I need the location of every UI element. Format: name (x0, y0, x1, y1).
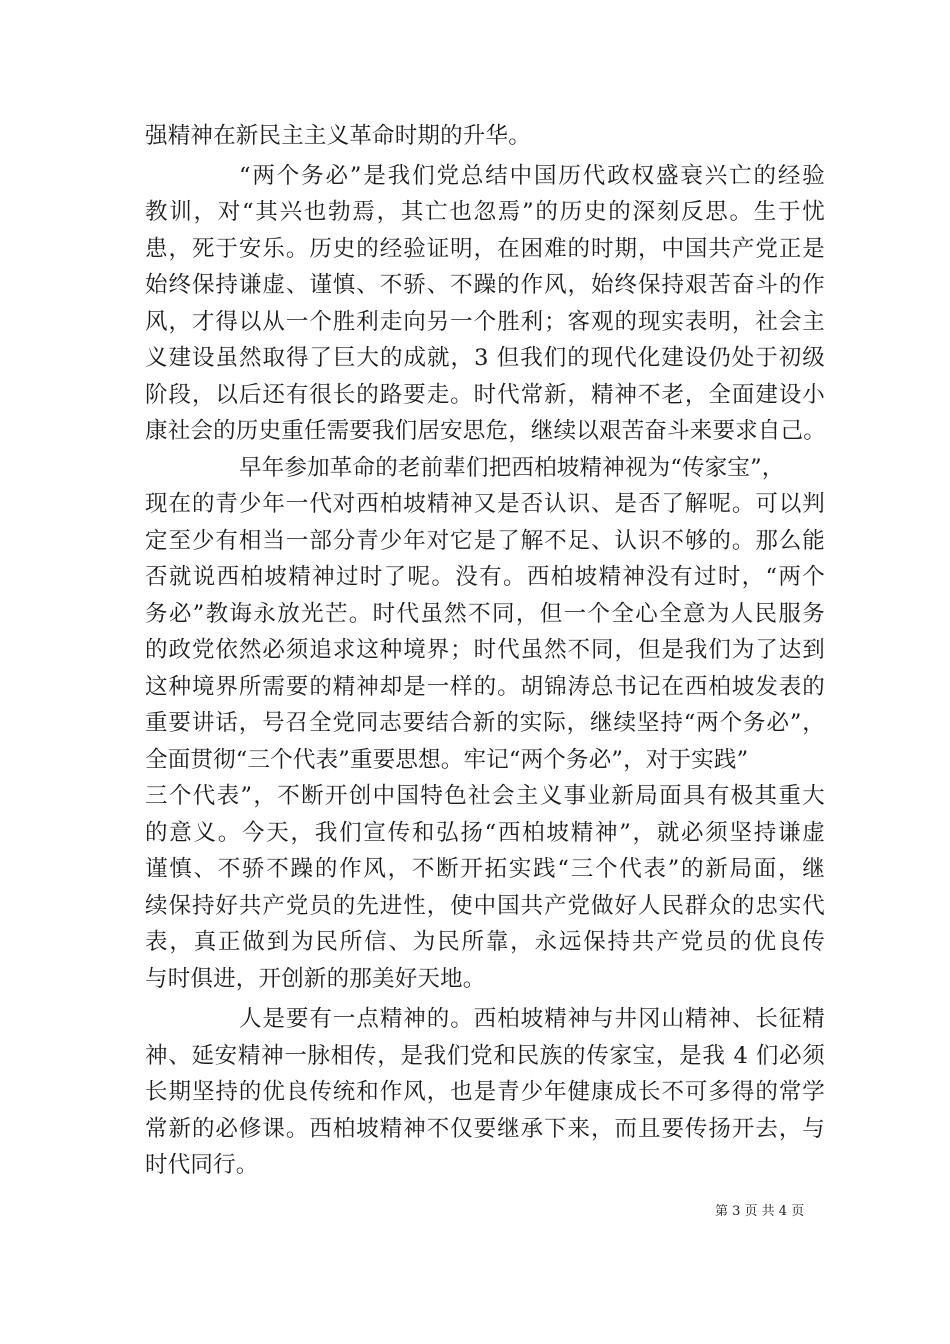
text-line: 续保持好共产党员的先进性，使中国共产党做好人民群众的忠实代 (145, 892, 825, 919)
text-line: 患，死于安乐。历史的经验证明，在困难的时期，中国共产党正是 (145, 235, 825, 262)
text-line: 现在的青少年一代对西柏坡精神又是否认识、是否了解呢。可以判 (145, 491, 825, 517)
text-line: 表，真正做到为民所信、为民所靠，永远保持共产党员的优良传 (145, 929, 825, 955)
text-line: 风，才得以从一个胜利走向另一个胜利；客观的现实表明，社会主 (145, 308, 825, 335)
text-line: 康社会的历史重任需要我们居安思危，继续以艰苦奋斗来要求自己。 (145, 418, 827, 444)
text-line: 全面贯彻“三个代表”重要思想。牢记“两个务必”，对于实践” (145, 746, 749, 773)
text-line: 务必”教诲永放光芒。时代虽然不同，但一个全心全意为人民服务 (145, 600, 825, 627)
text-line: 的政党依然必须追求这种境界；时代虽然不同，但是我们为了达到 (145, 637, 825, 663)
text-line: 重要讲话，号召全党同志要结合新的实际，继续坚持“两个务必”， (145, 710, 825, 736)
text-line: 阶段，以后还有很长的路要走。时代常新，精神不老，全面建设小 (145, 381, 825, 408)
text-line: 与时俱进，开创新的那美好天地。 (145, 965, 486, 992)
text-line: 谨慎、不骄不躁的作风，不断开拓实践“三个代表”的新局面，继 (145, 856, 825, 882)
text-line: 始终保持谦虚、谨慎、不骄、不躁的作风，始终保持艰苦奋斗的作 (145, 272, 825, 298)
text-line: 时代同行。 (145, 1152, 259, 1178)
text-line: 的意义。今天，我们宣传和弘扬“西柏坡精神”，就必须坚持谦虚 (145, 819, 825, 846)
body-text (145, 118, 825, 1184)
text-line: 教训，对“其兴也勃焉，其亡也忽焉”的历史的深刻反思。生于忧 (145, 199, 825, 225)
text-line: 否就说西柏坡精神过时了呢。没有。西柏坡精神没有过时，“两个 (145, 564, 825, 590)
text-line: 神、延安精神一脉相传，是我们党和民族的传家宝，是我 4 们必须 (145, 1042, 825, 1069)
text-line: 强精神在新民主主义革命时期的升华。 (145, 123, 531, 149)
text-line: 三个代表”，不断开创中国特色社会主义事业新局面具有极其重大 (145, 783, 825, 809)
paragraph-first-line: 早年参加革命的老前辈们把西柏坡精神视为“传家宝”， (239, 454, 785, 481)
text-line: 长期坚持的优良传统和作风，也是青少年健康成长不可多得的常学 (145, 1079, 825, 1105)
text-line: 义建设虽然取得了巨大的成就，3 但我们的现代化建设仍处于初级 (145, 345, 825, 371)
text-line: 定至少有相当一部分青少年对它是了解不足、认识不够的。那么能 (145, 527, 825, 554)
text-line: 常新的必修课。西柏坡精神不仅要继承下来，而且要传扬开去，与 (145, 1115, 825, 1142)
text-line: 这种境界所需要的精神却是一样的。胡锦涛总书记在西柏坡发表的 (145, 673, 825, 700)
paragraph-first-line: 人是要有一点精神的。西柏坡精神与井冈山精神、长征精 (239, 1006, 825, 1032)
paragraph-first-line: “两个务必”是我们党总结中国历代政权盛衰兴亡的经验 (239, 162, 825, 189)
page-number-footer: 第 3 页 共 4 页 (715, 1204, 805, 1219)
